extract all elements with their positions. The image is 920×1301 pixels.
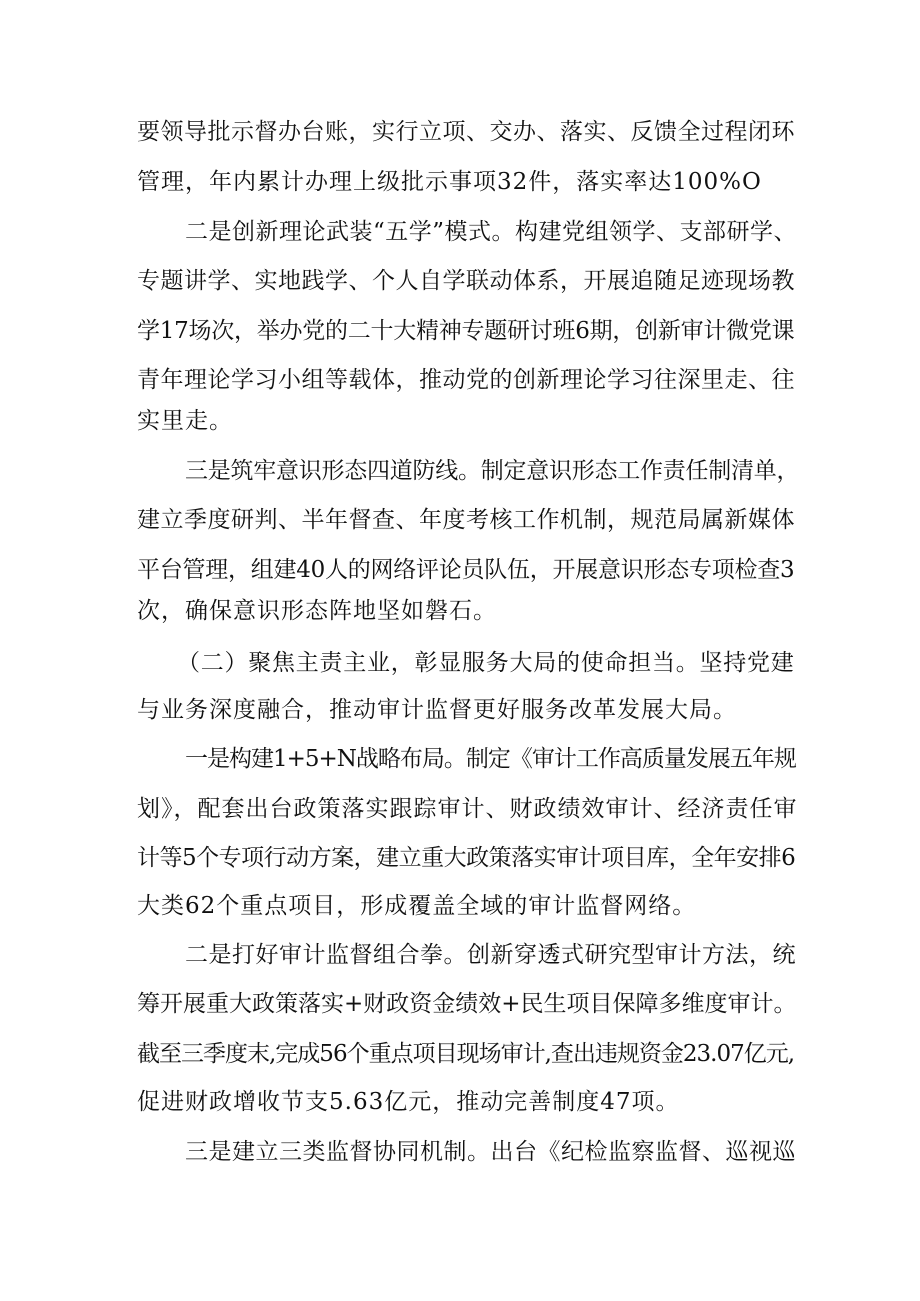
section-heading: （二）聚焦主责主业，彰显服务大局的使命担当。坚持党建 [177, 650, 795, 676]
text-line: 筹开展重大政策落实+财政资金绩效+民生项目保障多维度审计。 [137, 991, 797, 1017]
paragraph-start: 一是构建1+5+N战略布局。制定《审计工作高质量发展五年规 [185, 746, 796, 772]
text-line: 学17场次，举办党的二十大精神专题研讨班6期，创新审计微党课 [137, 318, 795, 344]
text-line: 截至三季度末,完成56个重点项目现场审计,查出违规资金23.07亿元, [137, 1041, 795, 1067]
text-line: 实里走。 [137, 408, 233, 434]
text-line: 大类62个重点项目，形成覆盖全域的审计监督网络。 [137, 893, 697, 919]
text-line: 建立季度研判、半年督查、年度考核工作机制，规范局属新媒体 [137, 507, 795, 533]
paragraph-start: 三是筑牢意识形态四道防线。制定意识形态工作责任制清单， [185, 458, 800, 484]
text-line: 计等5个专项行动方案，建立重大政策落实审计项目库，全年安排6 [137, 845, 796, 871]
paragraph-start: 三是建立三类监督协同机制。出台《纪检监察监督、巡视巡 [185, 1139, 796, 1165]
text-line: 次，确保意识形态阵地坚如磐石。 [137, 598, 497, 624]
text-line: 管理，年内累计办理上级批示事项32件，落实率达100%O [137, 169, 762, 195]
text-line: 要领导批示督办台账，实行立项、交办、落实、反馈全过程闭环 [137, 119, 795, 145]
text-line: 与业务深度融合，推动审计监督更好服务改革发展大局。 [137, 697, 737, 723]
text-line: 专题讲学、实地践学、个人自学联动体系，开展追随足迹现场教 [137, 268, 795, 294]
text-line: 促进财政增收节支5.63亿元，推动完善制度47项。 [137, 1089, 680, 1115]
paragraph-start: 二是打好审计监督组合拳。创新穿透式研究型审计方法，统 [185, 942, 796, 968]
text-line: 平台管理，组建40人的网络评论员队伍，开展意识形态专项检查3 [137, 557, 795, 583]
text-line: 划》，配套出台政策落实跟踪审计、财政绩效审计、经济责任审 [137, 796, 798, 822]
paragraph-start: 二是创新理论武装“五学”模式。构建党组领学、支部研学、 [185, 219, 798, 245]
text-line: 青年理论学习小组等载体，推动党的创新理论学习往深里走、往 [137, 367, 795, 393]
